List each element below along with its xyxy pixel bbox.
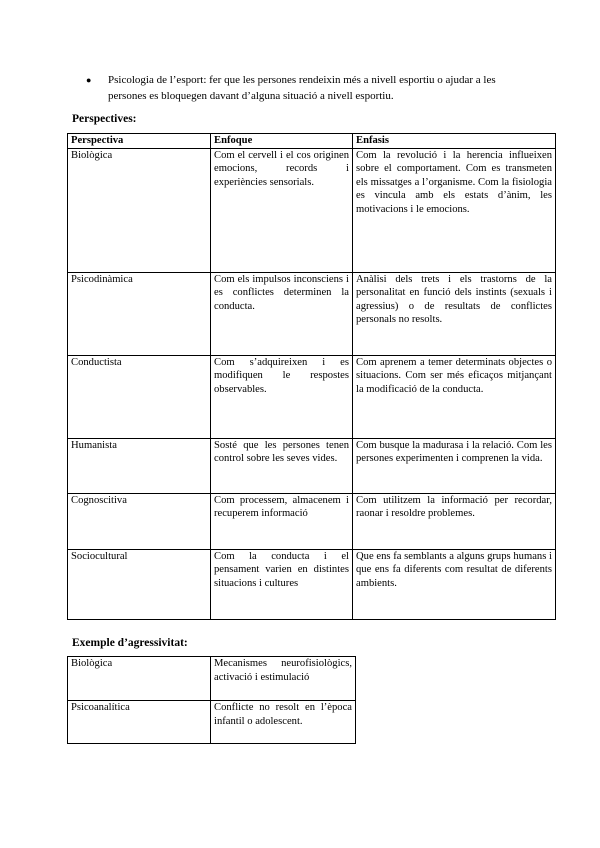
table-row [68, 701, 356, 744]
perspectives-table [67, 133, 556, 620]
table-row [68, 148, 556, 272]
column-header-perspectiva: Perspectiva [68, 134, 211, 149]
column-header-enfoque: Enfoque [211, 134, 353, 149]
table-row [68, 493, 556, 549]
cell-text: Mecanismes neurofisiològics, activació i estimulació [211, 657, 356, 701]
cell-perspectiva: Psicodinàmica [68, 272, 211, 355]
cell-enfasis: Com busque la madurasa i la relació. Com les persones experimenten i comprenen la vida. [353, 438, 556, 493]
cell-enfoque: Com el cervell i el cos originen emocions, records i experiències sensorials. [211, 148, 353, 272]
cell-enfoque: Sosté que les persones tenen control sobre les seves vides. [211, 438, 353, 493]
cell-enfoque: Com s’adquireixen i es modifiquen le respostes observables. [211, 355, 353, 438]
cell-label: Psicoanalítica [68, 701, 211, 744]
cell-perspectiva: Cognoscitiva [68, 493, 211, 549]
bullet-item [86, 72, 536, 104]
cell-enfasis: Com la revolució i la herencia influeixen sobre el comportament. Com es transmeten els missatges a l’organisme. Com la fisiologia es vincula amb els estats d’ànim, les motivacions i le emocions. [353, 148, 556, 272]
column-header-enfasis: Enfasis [353, 134, 556, 149]
cell-enfoque: Com els impulsos inconsciens i es conflictes determinen la conducta. [211, 272, 353, 355]
agressivitat-heading: Exemple d’agressivitat: [72, 637, 188, 649]
cell-enfasis: Anàlisi dels trets i els trastorns de la personalitat en funció dels instints (sexuals i agressius) o de resultats de conflictes personals no resolts. [353, 272, 556, 355]
bullet-dot-icon: ● [86, 75, 92, 85]
cell-enfoque: Com processem, almacenem i recuperem informació [211, 493, 353, 549]
table-row [68, 272, 556, 355]
cell-enfasis: Com utilitzem la informació per recordar, raonar i resoldre problemes. [353, 493, 556, 549]
table-row [68, 657, 356, 701]
table-row [68, 549, 556, 619]
cell-perspectiva: Conductista [68, 355, 211, 438]
perspectives-heading: Perspectives: [72, 113, 137, 125]
bullet-text: Psicologia de l’esport: fer que les persones rendeixin més a nivell esportiu o ajudar a les persones es bloquegen davant d’alguna situació a nivell esportiu. [108, 74, 496, 102]
agressivitat-table [67, 656, 356, 744]
table-header-row [68, 134, 556, 149]
cell-enfasis: Que ens fa semblants a alguns grups humans i que ens fa diferents com resultat de diferents ambients. [353, 549, 556, 619]
cell-text: Conflicte no resolt en l’època infantil o adolescent. [211, 701, 356, 744]
cell-label: Biològica [68, 657, 211, 701]
table-row [68, 355, 556, 438]
cell-perspectiva: Sociocultural [68, 549, 211, 619]
cell-enfasis: Com aprenem a temer determinats objectes o situacions. Com ser més eficaços mitjançant la modificació de la conducta. [353, 355, 556, 438]
cell-enfoque: Com la conducta i el pensament varien en distintes situacions i cultures [211, 549, 353, 619]
table-row [68, 438, 556, 493]
cell-perspectiva: Biològica [68, 148, 211, 272]
cell-perspectiva: Humanista [68, 438, 211, 493]
